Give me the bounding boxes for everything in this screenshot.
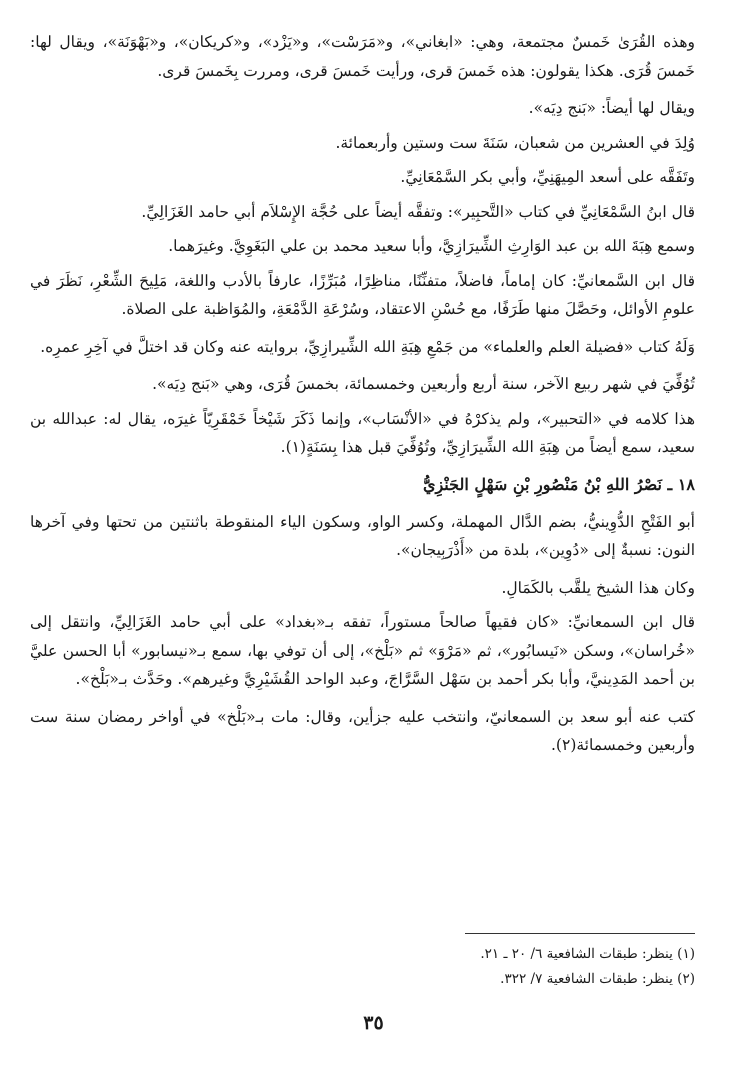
- paragraph-heard-from: وسمع هِبَةَ الله بن عبد الوَارِثِ الشِّيرَازِيَّ، وأبا سعيد محمد بن علي البَغَوِيَّ. وغيرَهما.: [168, 237, 695, 255]
- footnote-divider: [465, 933, 695, 934]
- main-text: [30, 28, 695, 760]
- paragraph-nisba: أبو الفَتْحِ الدُّوِينيُّ، بضم الدَّال المهملة، وكسر الواو، وسكون الياء المنقوطة باثنتين من تحتها وفي آخرها النون: نسبةٌ إلى «دُوِين»، بلدة من «أَذْرَبِيجان».: [30, 512, 695, 559]
- paragraph-tahbir-quote: قال ابنُ السَّمْعَانِيِّ في كتاب «التَّحبِير»: وتفقَّه أيضاً على حُجَّة الإِسْلاَم أبي حامد الغَزَالِيِّ.: [141, 202, 695, 221]
- paragraph-alt-name: ويقال لها أيضاً: «بَنج دِيَه».: [528, 99, 695, 117]
- footnote-2: (٢) ينظر: طبقات الشافعية ٧/ ٣٢٢.: [500, 971, 695, 987]
- paragraph-biography: قال ابن السمعانيِّ: «كان فقيهاً صالحاً مستوراً، تفقه بـ«بغداد» على أبي حامد الغَزَالِيِّ، وانتقل إلى «خُراسان»، وسكن «نَيسابُور»، ثم «مَرْوَ» ثم «بَلْخ»، إلى أن توفي بها، سمع بـ«نيسابور» أبا الحسن عليَّ بن أحمد المَدِينيَّ، وأبا بكر أحمد بن سَهْل السَّرَّاجَ، وعبد الواحد القُشَيْرِيَّ وغيرهم». وحَدَّث بـ«بَلْخ».: [30, 613, 695, 688]
- footnotes: [35, 942, 695, 992]
- paragraph-birth: وُلِدَ في العشرين من شعبان، سَنَةَ ست وستين وأربعمائة.: [335, 133, 695, 152]
- paragraph-death: تُوُفِّيَ في شهر ربيع الآخر، سنة أربع وأربعين وخمسمائة، بخمسَ قُرَى، وهي «بَنج دِيَه».: [152, 375, 695, 393]
- page-number: ٣٥: [363, 1012, 384, 1034]
- footnote-1: (١) ينظر: طبقات الشافعية ٦/ ٢٠ ـ ٢١.: [480, 946, 695, 962]
- paragraph-ansab-note: هذا كلامه في «التحبير»، ولم يذكرْهُ في «الأنْسَاب»، وإنما ذَكَرَ شَيْخاً خَمْقَرِيّاً غيرَه، يقال له: عبدالله بن سعيد، سمع أيضاً من هِبَةِ الله الشِّيرَازِيِّ، وتُوُفِّيَ قبل هذا بِسَنَةٍ(١).: [30, 409, 695, 456]
- entry-heading-18: ١٨ ـ نَصْرُ اللهِ بْنُ مَنْصُورِ بْنِ سَهْلٍ الجَنْزِيُّ: [422, 474, 695, 494]
- paragraph-death-balkh: كتب عنه أبو سعد بن السمعانيّ، وانتخب عليه جزأين، وقال: مات بـ«بَلْخ» في أواخر رمضان سنة ست وأربعين وخمسمائة(٢).: [30, 707, 695, 754]
- paragraph-teachers: وتَفَقَّه على أسعد المِيهَنِيِّ، وأبي بكر السَّمْعَانِيِّ.: [400, 168, 695, 186]
- paragraph-praise: قال ابن السَّمعانيِّ: كان إماماً، فاضلاً، متفنِّنًا، مناظِرًا، مُبَرِّزًا، عارفاً بالأدب واللغة، مَلِيحَ الشِّعْرِ، نَظَرَ في علومِ الأوائل، وحَصَّلَ منها طَرَفًا، مع حُسْنِ الاعتقاد، وسُرْعَةِ الدَّمْعَةِ، والمُوَاظبة على الصلاة.: [30, 271, 695, 318]
- paragraph-book: وَلَهُ كتاب «فضيلة العلم والعلماء» من جَمْعِ هِبَةِ الله الشِّيرازِيِّ، بروايته عنه وكان قد اختلَّ في آخِرِ عمرِه.: [40, 337, 695, 356]
- paragraph-five-villages: وهذه القُرَىٰ خَمسٌ مجتمعة، وهي: «ابغاني»، و«مَرَسْت»، و«يَزْد»، و«كريكان»، و«بَهْوَنَة»، ويقال لها: خَمسَ قُرَى. هكذا يقولون: هذه خَمسَ قرى، ورأيت خَمسَ قرى، ومررت بِخَمسَ قرى.: [30, 33, 695, 80]
- paragraph-laqab: وكان هذا الشيخ يلقَّب بالكَمَالِ.: [501, 578, 695, 597]
